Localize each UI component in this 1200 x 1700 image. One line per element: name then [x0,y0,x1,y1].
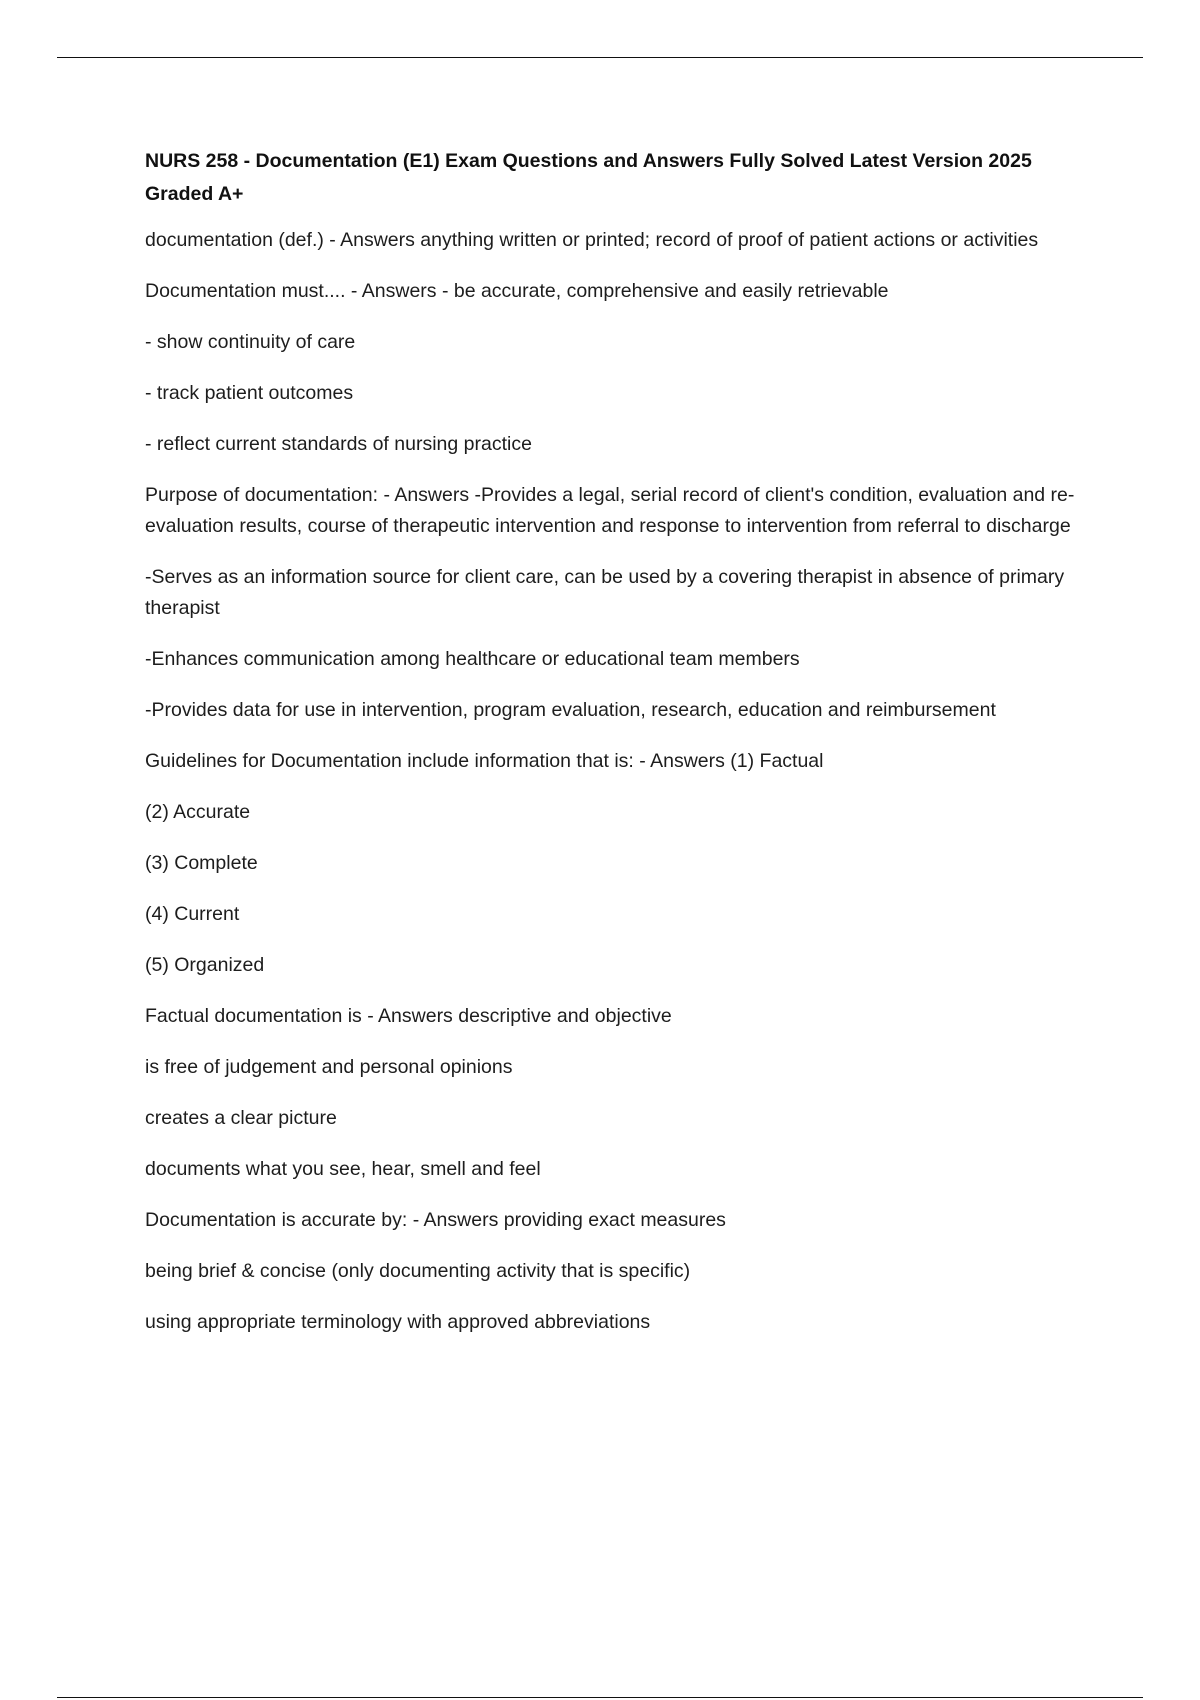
list-item: - reflect current standards of nursing practice [145,433,532,455]
definition-documentation: documentation (def.) - Answers anything written or printed; record of proof of patient actions or activities [145,229,1039,251]
header-rule [57,57,1143,58]
list-item: - show continuity of care [145,331,356,353]
document-body [145,145,1095,1358]
list-item: using appropriate terminology with approved abbreviations [145,1311,651,1333]
purpose-of-documentation: Purpose of documentation: - Answers -Provides a legal, serial record of client's condition, evaluation and re-evaluation results, course of therapeutic intervention and response to intervention from referral to discharge [145,484,1075,537]
list-item: - track patient outcomes [145,382,354,404]
list-item: being brief & concise (only documenting activity that is specific) [145,1260,691,1282]
list-item: documents what you see, hear, smell and feel [145,1158,541,1180]
guidelines-for-documentation: Guidelines for Documentation include information that is: - Answers (1) Factual [145,750,824,772]
list-item: (5) Organized [145,954,265,976]
list-item: creates a clear picture [145,1107,337,1129]
list-item: (3) Complete [145,852,258,874]
list-item: (2) Accurate [145,801,251,823]
list-item: -Enhances communication among healthcare or educational team members [145,648,800,670]
footer-rule [57,1697,1143,1698]
documentation-must: Documentation must.... - Answers - be accurate, comprehensive and easily retrievable [145,280,889,302]
list-item: -Provides data for use in intervention, program evaluation, research, education and reimbursement [145,699,996,721]
document-title: NURS 258 - Documentation (E1) Exam Questions and Answers Fully Solved Latest Version 2025 Graded A+ [145,150,1032,205]
list-item: (4) Current [145,903,240,925]
factual-documentation: Factual documentation is - Answers descriptive and objective [145,1005,672,1027]
list-item: -Serves as an information source for client care, can be used by a covering therapist in absence of primary therapist [145,566,1065,619]
list-item: is free of judgement and personal opinions [145,1056,513,1078]
accurate-documentation: Documentation is accurate by: - Answers providing exact measures [145,1209,726,1231]
